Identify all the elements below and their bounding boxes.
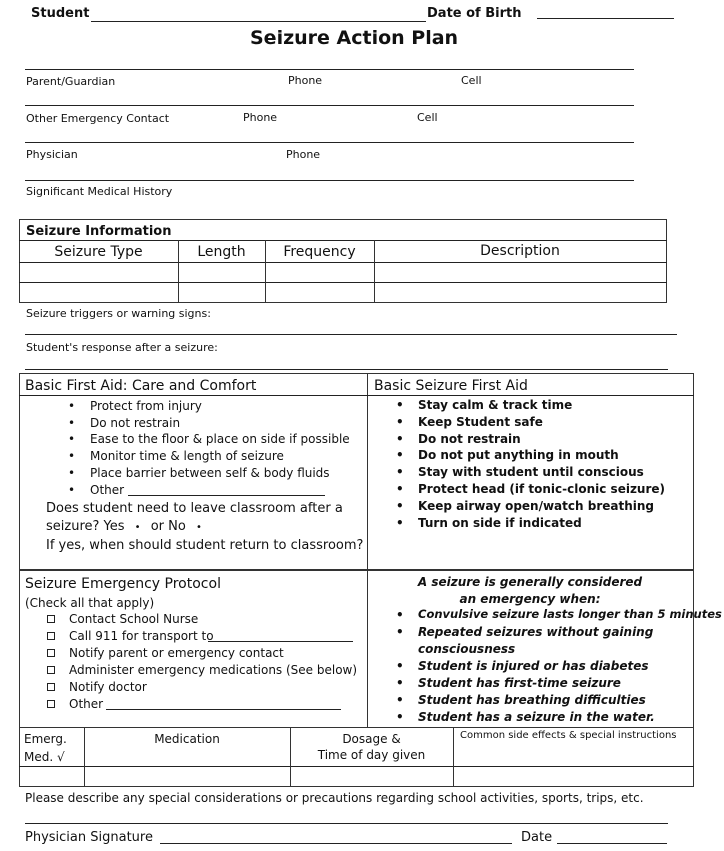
medication-cell[interactable] [86,768,289,786]
column-header-description: Description [480,243,560,259]
emergency-protocol-title: Seizure Emergency Protocol [25,576,221,592]
bullet-icon: • [396,448,404,462]
divider [19,282,667,283]
divider [19,395,694,396]
first-aid-item-text: Stay with student until conscious [418,465,644,479]
column-header-length: Length [197,244,246,260]
physician-signature-label: Physician Signature [25,830,153,845]
care-item-text: Place barrier between self & body fluids [90,466,330,480]
student-name-field[interactable] [91,21,426,22]
dosage-header-2: Time of day given [317,748,426,762]
special-considerations-field[interactable] [25,823,668,824]
parent-cell-label: Cell [461,74,482,87]
bullet-icon: • [396,710,404,724]
first-aid-item-text: Do not restrain [418,432,521,446]
care-comfort-title [25,379,256,393]
bullet-icon: • [396,499,404,513]
protocol-option-label: Notify parent or emergency contact [69,646,284,660]
emergency-protocol-subtitle: (Check all that apply) [25,596,155,610]
return-classroom-question: If yes, when should student return to classroom? [46,538,364,553]
description-cell[interactable] [376,284,665,302]
emerg-med-header-2: Med. √ [24,750,65,764]
first-aid-item-text: Keep airway open/watch breathing [418,499,654,513]
leave-classroom-yes-no [46,520,202,533]
bullet-icon: • [396,415,404,429]
protocol-option-label: Other [69,697,104,711]
seizure-info-title: Seizure Information [26,224,172,239]
yes-label: seizure? Yes [46,519,125,534]
first-aid-item-text: Do not put anything in mouth [418,448,619,462]
bullet-icon: • [396,398,404,412]
length-cell[interactable] [180,263,264,281]
emergency-criterion-text: Repeated seizures without gaining [418,625,654,639]
protocol-option-label: Administer emergency medications (See below) [69,663,358,677]
checkbox-icon[interactable] [47,683,55,691]
special-considerations-label: Please describe any special considerations or precautions regarding school activities, sports, trips, etc. [25,791,644,805]
parent-guardian-field[interactable] [25,69,634,70]
other-emergency-contact-label: Other Emergency Contact [26,112,170,125]
divider [19,766,694,767]
care-item-text: Protect from injury [90,399,202,413]
emergency-criterion-text: Student is injured or has diabetes [418,659,649,673]
signature-date-field[interactable] [557,843,667,844]
bullet-icon: • [396,482,404,496]
bullet-icon: • [396,516,404,530]
checkbox-icon[interactable] [47,649,55,657]
column-header-frequency: Frequency [283,244,356,260]
other-phone-label: Phone [243,111,278,124]
divider [453,727,454,787]
protocol-option-label: Notify doctor [69,680,147,694]
checkbox-icon[interactable] [47,700,55,708]
emergency-criterion-text: Student has a seizure in the water. [418,710,655,724]
first-aid-item-text: Turn on side if indicated [418,516,582,530]
care-comfort-title-text: Basic First Aid: Care and Comfort [25,378,257,394]
length-cell[interactable] [180,284,264,302]
column-header-seizure-type: Seizure Type [54,244,143,260]
divider [19,240,667,241]
other-cell-label: Cell [417,111,438,124]
bullet-icon: • [396,676,404,690]
care-item-text: Monitor time & length of seizure [90,449,284,463]
other-emergency-contact-field[interactable] [25,105,634,106]
dob-field[interactable] [537,18,674,19]
medical-history-field[interactable] [25,180,634,181]
emerg-med-check-cell[interactable] [20,768,83,786]
basic-first-aid-title: Basic Seizure First Aid [374,378,528,394]
dosage-cell[interactable] [292,768,452,786]
protocol-option-label: Contact School Nurse [69,612,199,626]
emergency-criterion-text: Student has first-time seizure [418,676,621,690]
emergency-when-heading-1: A seizure is generally considered [417,575,643,589]
medication-header: Medication [154,732,220,746]
no-option[interactable]: • [195,522,202,533]
emergency-when-heading-2: an emergency when: [459,592,601,606]
physician-phone-label: Phone [286,148,321,161]
bullet-icon: • [68,432,76,446]
physician-label: Physician [26,148,78,161]
description-cell[interactable] [376,263,665,281]
bullet-icon: • [396,693,404,707]
signature-date-label: Date [521,830,553,845]
care-item-text: Other [90,483,125,497]
parent-guardian-label: Parent/Guardian [26,75,116,88]
dob-label: Date of Birth [427,6,522,21]
seizure-type-cell[interactable] [20,263,177,281]
first-aid-item-text: Keep Student safe [418,415,543,429]
page-title: Seizure Action Plan [250,27,459,49]
divider [367,373,368,570]
bullet-icon: • [68,483,76,497]
protocol-other-field[interactable] [106,709,341,710]
parent-phone-label: Phone [288,74,323,87]
first-aid-item-text: Stay calm & track time [418,398,573,412]
care-item-text: Ease to the floor & place on side if possible [90,432,350,446]
bullet-icon: • [68,416,76,430]
bullet-icon: • [396,659,404,673]
response-label: Student's response after a seizure: [26,341,218,354]
emerg-med-header-1: Emerg. [24,732,67,746]
side-effects-header: Common side effects & special instructions [460,730,677,741]
emergency-criterion-text: Student has breathing difficulties [418,693,646,707]
bullet-icon: • [396,608,404,622]
bullet-icon: • [396,465,404,479]
triggers-label: Seizure triggers or warning signs: [26,307,211,320]
triggers-field[interactable] [25,334,677,335]
medical-history-label: Significant Medical History [26,185,173,198]
bullet-icon: • [68,466,76,480]
bullet-icon: • [396,625,404,639]
student-label: Student [31,6,90,21]
first-aid-item-text: Protect head (if tonic-clonic seizure) [418,482,666,496]
seizure-type-cell[interactable] [20,284,177,302]
yes-option[interactable]: • [134,522,141,533]
physician-signature-field[interactable] [160,843,512,844]
protocol-option-label: Call 911 for transport to [69,629,214,643]
no-label: or No [150,519,186,534]
checkbox-icon[interactable] [47,632,55,640]
bullet-icon: • [68,399,76,413]
emergency-criterion-text: Convulsive seizure lasts longer than 5 minutes [418,607,722,621]
bullet-icon: • [68,449,76,463]
response-field[interactable] [25,369,668,370]
side-effects-cell[interactable] [455,768,693,786]
care-item-text: Do not restrain [90,416,181,430]
care-other-field[interactable] [128,495,325,496]
physician-field[interactable] [25,142,634,143]
dosage-header-1: Dosage & [342,732,401,746]
frequency-cell[interactable] [267,263,373,281]
checkbox-icon[interactable] [47,615,55,623]
emergency-criterion-text: consciousness [418,642,516,656]
transport-destination-field[interactable] [208,641,353,642]
bullet-icon: • [396,432,404,446]
frequency-cell[interactable] [267,284,373,302]
checkbox-icon[interactable] [47,666,55,674]
leave-classroom-question: Does student need to leave classroom after a [46,501,343,516]
